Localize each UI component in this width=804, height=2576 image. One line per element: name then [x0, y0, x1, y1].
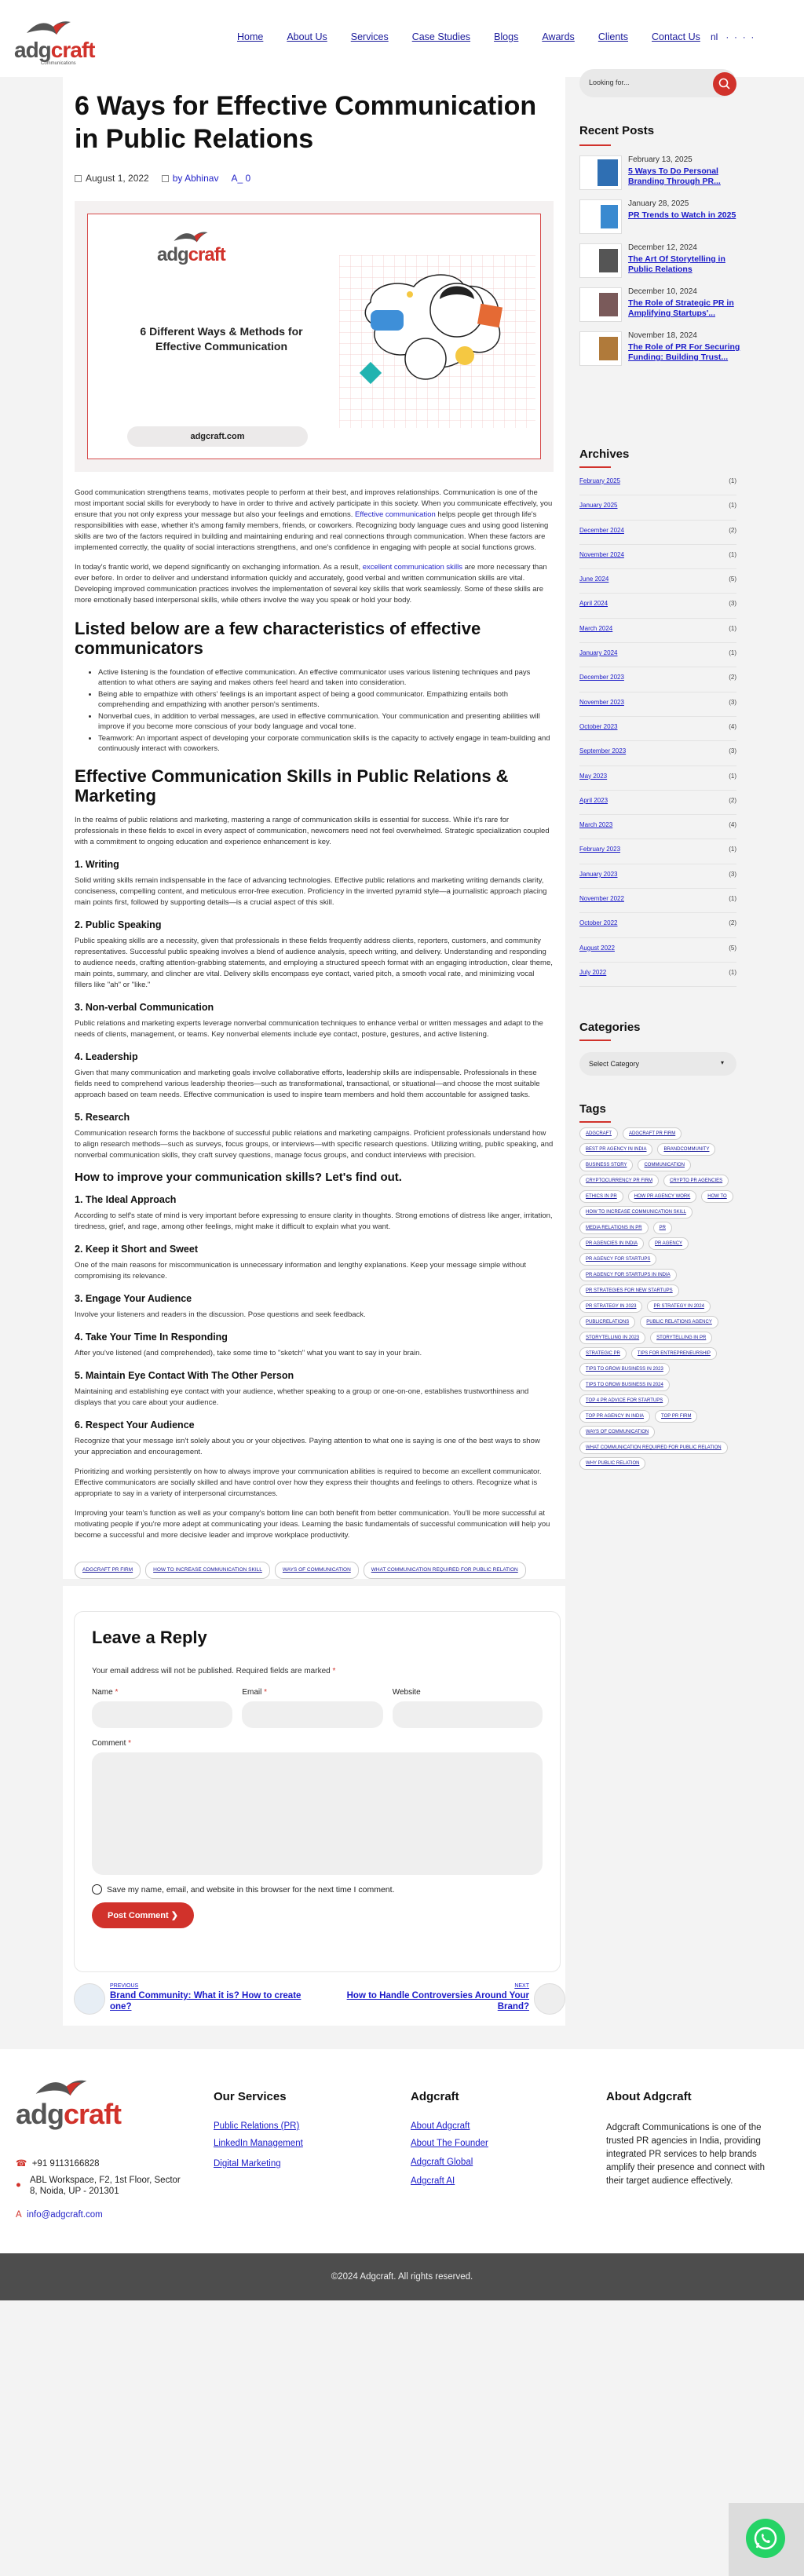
effective-communication-link[interactable]: Effective communication — [354, 510, 436, 519]
comment-form — [74, 1611, 561, 1972]
footer-email[interactable] — [16, 2210, 103, 2220]
tag-link[interactable]: PUBLICRELATIONS — [579, 1316, 635, 1328]
tag-link[interactable]: PR STRATEGY IN 2023 — [579, 1300, 642, 1313]
recent-post-date: December 10, 2024 — [628, 287, 697, 296]
archive-count: (1) — [729, 772, 736, 780]
recent-post-link[interactable]: The Art Of Storytelling in Public Relations — [628, 254, 725, 274]
hero-logo-text: adgcraft — [157, 244, 225, 265]
tag-link[interactable]: HOW TO INCREASE COMMUNICATION SKILL — [579, 1206, 693, 1219]
main-nav — [237, 31, 724, 42]
archive-row — [579, 839, 736, 864]
archive-link[interactable]: June 2024 — [579, 575, 609, 583]
tag-link[interactable]: HOW TO — [701, 1190, 733, 1203]
skill-text: Public relations and marketing experts leverage nonverbal communication techniques to enhance verbal or written messages and adapt to the needs of clients, management, or teams. Key nonverbal elements include eye contact, posture, gestures, and active listening. — [75, 1019, 543, 1039]
website-label: Website — [392, 1688, 421, 1697]
tag-link[interactable]: PR AGENCIES IN INDIA — [579, 1237, 644, 1250]
tip-text: Maintaining and establishing eye contact with your audience, whether speaking to a group or one-on-one, establishes trustworthiness and displays that you care about your audience. — [75, 1387, 529, 1407]
skill-text: Public speaking skills are a necessity, given that professionals in these fields frequently address clients, reporters, customers, and community representatives. Successful public speaking involves a blend of audience analysis, speech writing, and delivery. Understanding and responding to audience needs, crafting attention-grabbing statements, and employing a structured speech format with an engaging introduction, clear theme, main points, summary, and clincher are vital. Delivery skills encompass eye contact, varied pitch, a smooth vocal rate, and minimizing vocal fillers like "ah" or "like." — [75, 937, 553, 989]
tag-link[interactable]: STORYTELLING IN PR — [650, 1332, 712, 1344]
post-navigation — [74, 1972, 565, 2026]
recent-post-link[interactable]: The Role of Strategic PR in Amplifying Startups'... — [628, 298, 734, 318]
archive-row — [579, 791, 736, 815]
name-group — [92, 1688, 232, 1728]
archive-row — [579, 913, 736, 937]
list-item: • Being able to empathize with others' feelings is an important aspect of being a good communicator. Empathizing entails both comprehending and empathizing with another person's sentiments. — [98, 689, 554, 710]
logo-subtitle: Communications — [41, 61, 76, 66]
post-tags — [75, 1562, 554, 1579]
archive-count: (4) — [729, 821, 736, 829]
recent-post-link[interactable]: The Role of PR For Securing Funding: Building Trust... — [628, 342, 740, 362]
tip-heading: 5. Maintain Eye Contact With The Other Person — [75, 1370, 294, 1381]
archive-link[interactable]: November 2023 — [579, 698, 624, 706]
archives-list — [579, 471, 736, 987]
skill-text: Solid writing skills remain indispensable in the face of advancing technologies. Effective public relations and marketing writing demands clarity, conciseness, compelling content, and meticulous error-free execution. Proficiency in the inverted pyramid style—a journalistic approach placing main points first, followed by supporting details—is a crucial aspect of this skill. — [75, 876, 547, 907]
archive-link[interactable]: December 2024 — [579, 526, 624, 534]
nav-home[interactable]: Home — [237, 31, 264, 42]
archive-link[interactable]: February 2023 — [579, 846, 621, 853]
archive-count: (3) — [729, 698, 736, 706]
email-input[interactable] — [242, 1701, 382, 1728]
archive-row — [579, 741, 736, 765]
footer-adgcraft-link[interactable]: About The Founder — [411, 2139, 488, 2148]
comment-textarea[interactable] — [92, 1752, 543, 1875]
archive-row — [579, 471, 736, 495]
archive-count: (1) — [729, 968, 736, 976]
recent-post[interactable] — [579, 331, 744, 375]
archive-link[interactable]: November 2024 — [579, 550, 624, 558]
next-label[interactable]: NEXT — [514, 1983, 529, 1989]
post-date — [75, 173, 149, 184]
tag-link[interactable]: TIPS TO GROW BUSINESS IN 2024 — [579, 1379, 670, 1391]
archive-count: (4) — [729, 722, 736, 730]
archive-row — [579, 569, 736, 594]
hero-image — [75, 201, 554, 472]
post-tag[interactable]: WHAT COMMUNICATION REQUIRED FOR PUBLIC RELATION — [364, 1562, 526, 1579]
tip-text: According to self's state of mind is very important before expressing to ensure clarity in thoughts. Strong emotions of distress like anger, irritation, tiredness, grief, and rage, among other feelings, might make it difficult to explain what you want. — [75, 1211, 553, 1231]
tag-link[interactable]: STRATEGIC PR — [579, 1347, 627, 1360]
tag-link[interactable]: MEDIA RELATIONS IN PR — [579, 1222, 649, 1234]
heading-underline — [579, 1121, 611, 1123]
reply-note: Your email address will not be published. Required fields are marked * — [92, 1667, 336, 1675]
language-switcher[interactable] — [711, 31, 754, 42]
tag-link[interactable]: TOP PR AGENCY IN INDIA — [579, 1410, 650, 1423]
archive-link[interactable]: February 2025 — [579, 477, 621, 484]
location-icon: ● — [16, 2180, 21, 2190]
archive-count: (5) — [729, 944, 736, 952]
website-group — [393, 1688, 543, 1728]
footer-service-link[interactable]: LinkedIn Management — [214, 2139, 303, 2148]
nav-blogs[interactable]: Blogs — [494, 31, 519, 42]
chevron-down-icon: ▾ — [720, 1059, 724, 1066]
tag-link[interactable]: CRYPTOCURRENCY PR FIRM — [579, 1175, 659, 1187]
archive-link[interactable]: September 2023 — [579, 747, 627, 755]
post-content — [75, 488, 554, 1579]
footer-about-text: Adgcraft Communications is one of the trusted PR agencies in India, providing integrated PR services to help brands amplify their presence and connect with their target audience effectively. — [606, 2123, 765, 2186]
archive-row — [579, 521, 736, 545]
archive-count: (3) — [729, 747, 736, 755]
nav-about[interactable]: About Us — [287, 31, 327, 42]
footer-adgcraft-heading: Adgcraft — [411, 2090, 459, 2103]
search-button[interactable] — [713, 72, 736, 96]
tag-link[interactable]: WHAT COMMUNICATION REQUIRED FOR PUBLIC RELATION — [579, 1441, 728, 1454]
tip-text: Recognize that your message isn't solely about you or your objectives. Paying attention to what one is saying is one of the best ways to show your appreciation and encouragement. — [75, 1437, 540, 1456]
archive-count: (2) — [729, 796, 736, 804]
required-star: * — [115, 1688, 119, 1697]
tag-link[interactable]: BEST PR AGENCY IN INDIA — [579, 1143, 652, 1156]
nav-contact[interactable]: Contact Us — [652, 31, 700, 42]
tag-link[interactable]: ETHICS IN PR — [579, 1190, 623, 1203]
archive-link[interactable]: March 2024 — [579, 624, 613, 632]
whatsapp-icon — [746, 2519, 785, 2558]
archive-link[interactable]: March 2023 — [579, 821, 613, 829]
tip-heading: 6. Respect Your Audience — [75, 1420, 195, 1431]
archive-count: (2) — [729, 919, 736, 927]
whatsapp-widget — [729, 2503, 804, 2576]
footer-about-heading: About Adgcraft — [606, 2090, 692, 2103]
required-star: * — [264, 1688, 268, 1697]
post-author — [162, 173, 219, 184]
skill-heading: 3. Non-verbal Communication — [75, 1002, 214, 1013]
archive-count: (1) — [729, 895, 736, 903]
logo-text: adgcraft — [14, 38, 95, 62]
copyright-bar: ©2024 Adgcraft. All rights reserved. — [0, 2253, 804, 2300]
heading-characteristics: Listed below are a few characteristics of effective communicators — [75, 619, 481, 658]
tag-link[interactable]: CRYPTO PR AGENCIES — [663, 1175, 729, 1187]
archive-row — [579, 594, 736, 618]
tag-link[interactable]: ADGCRAFT — [579, 1127, 618, 1140]
nav-awards[interactable]: Awards — [542, 31, 575, 42]
footer-service-link[interactable]: Public Relations (PR) — [214, 2121, 300, 2131]
site-logo[interactable] — [14, 19, 95, 66]
archive-count: (1) — [729, 624, 736, 632]
tag-link[interactable]: PUBLIC RELATIONS AGENCY — [640, 1316, 718, 1328]
search-placeholder: Looking for... — [589, 79, 630, 86]
tag-link[interactable]: PR STRATEGY IN 2024 — [647, 1300, 710, 1313]
archive-link[interactable]: December 2023 — [579, 674, 624, 681]
post-tag[interactable]: HOW TO INCREASE COMMUNICATION SKILL — [145, 1562, 270, 1579]
prev-label[interactable]: PREVIOUS — [110, 1983, 139, 1989]
archive-count: (1) — [729, 550, 736, 558]
tag-link[interactable]: WAYS OF COMMUNICATION — [579, 1426, 655, 1438]
post-thumbnail[interactable] — [579, 243, 622, 278]
heading-skills: Effective Communication Skills in Public Relations & Marketing — [75, 766, 509, 806]
nav-clients[interactable]: Clients — [598, 31, 629, 42]
post-comments[interactable] — [231, 173, 250, 184]
tag-cloud — [579, 1127, 736, 1470]
name-input[interactable] — [92, 1701, 232, 1728]
footer-address — [16, 2175, 181, 2197]
tag-link[interactable]: WHY PUBLIC RELATION — [579, 1457, 645, 1470]
tag-link[interactable]: PR STRATEGIES FOR NEW STARTUPS — [579, 1284, 679, 1297]
archive-link[interactable]: October 2023 — [579, 722, 618, 730]
prev-thumb-icon[interactable] — [74, 1983, 105, 2015]
tag-link[interactable]: PR AGENCY FOR STARTUPS — [579, 1253, 656, 1266]
archive-link[interactable]: January 2025 — [579, 502, 618, 510]
tag-link[interactable]: PR — [653, 1222, 672, 1234]
tag-link[interactable]: BRANDCOMMUNITY — [657, 1143, 715, 1156]
address-line: 8, Noida, UP - 201301 — [30, 2187, 119, 2196]
recent-post-link[interactable]: PR Trends to Watch in 2025 — [628, 210, 736, 220]
recent-post-date: February 13, 2025 — [628, 155, 693, 164]
tag-link[interactable]: TOP 4 PR ADVICE FOR STARTUPS — [579, 1394, 669, 1407]
archive-row — [579, 815, 736, 839]
tags-heading: Tags — [579, 1102, 606, 1116]
required-star: * — [332, 1667, 336, 1675]
tip-text: After you've listened (and comprehended), take some time to "sketch" what you want to say in your brain. — [75, 1349, 422, 1357]
phone-icon: ☎ — [16, 2159, 27, 2169]
recent-posts-heading: Recent Posts — [579, 124, 655, 137]
recent-post[interactable] — [579, 243, 744, 287]
archive-count: (1) — [729, 649, 736, 657]
footer-logo-text: adgcraft — [16, 2098, 122, 2130]
tag-link[interactable]: TOP PR FIRM — [655, 1410, 697, 1423]
recent-posts-list — [579, 155, 744, 375]
archive-row — [579, 545, 736, 569]
list-item: • Nonverbal cues, in addition to verbal messages, are used in effective communication. Your communication and presenting abilities will improve if you become more conscious of your body language and vocal tone. — [98, 711, 554, 732]
archive-link[interactable]: January 2023 — [579, 870, 618, 878]
tip-heading: 3. Engage Your Audience — [75, 1293, 192, 1304]
archive-link[interactable]: April 2024 — [579, 600, 608, 608]
heading-underline — [579, 1040, 611, 1041]
archive-row — [579, 889, 736, 913]
next-post-link[interactable]: How to Handle Controversies Around Your Brand? — [346, 1991, 529, 2011]
comment-count[interactable]: 0 — [245, 173, 251, 184]
heading-underline — [579, 466, 611, 468]
footer-phone[interactable]: ☎ +91 9113166828 — [16, 2159, 100, 2169]
closing-paragraph-2: Improving your team's function as well as your company's bottom line can both benefit from better communication. You'll be more successful at motivating people if you're more adept at communicating your ideas. Learning the basic fundamentals of successful communication will help you become a successful and more decisive leader and improve workplace productivity. — [75, 1509, 550, 1540]
skill-heading: 1. Writing — [75, 859, 119, 870]
save-info-row — [92, 1884, 543, 1895]
archive-link[interactable]: January 2024 — [579, 649, 618, 657]
prev-post-link[interactable]: Brand Community: What it is? How to create one? — [110, 1991, 302, 2011]
archive-count: (2) — [729, 674, 736, 681]
recent-post-date: January 28, 2025 — [628, 199, 689, 208]
archive-row — [579, 717, 736, 741]
reply-title: Leave a Reply — [92, 1628, 207, 1647]
archive-count: (5) — [729, 575, 736, 583]
tag-link[interactable]: BUSINESS STORY — [579, 1159, 633, 1171]
skill-heading: 2. Public Speaking — [75, 919, 162, 930]
archive-row — [579, 667, 736, 692]
save-info-checkbox[interactable] — [92, 1884, 102, 1895]
mail-icon: A — [16, 2210, 22, 2220]
archive-row — [579, 619, 736, 643]
bird-logo-icon — [25, 19, 72, 39]
skill-heading: 4. Leadership — [75, 1051, 138, 1062]
tag-link[interactable]: COMMUNICATION — [638, 1159, 691, 1171]
post-date-text: August 1, 2022 — [86, 173, 149, 184]
user-icon — [162, 175, 169, 182]
tag-link[interactable]: HOW PR AGENCY WORK — [628, 1190, 697, 1203]
language-code[interactable]: nl — [711, 31, 718, 42]
language-flags[interactable]: · · · · — [725, 31, 755, 42]
archive-count: (2) — [729, 526, 736, 534]
archive-count: (1) — [729, 477, 736, 484]
nav-services[interactable]: Services — [350, 31, 389, 42]
footer-adgcraft-link[interactable]: Adgcraft AI — [411, 2176, 455, 2186]
archive-count: (3) — [729, 870, 736, 878]
search-icon — [713, 72, 736, 96]
tag-link[interactable]: TIPS FOR ENTREPRENEURSHIP — [631, 1347, 717, 1360]
characteristics-list — [98, 667, 554, 754]
footer-adgcraft-link[interactable]: Adgcraft Global — [411, 2158, 473, 2167]
hero-frame — [87, 214, 541, 459]
email-group — [242, 1688, 382, 1728]
author-link[interactable]: by Abhinav — [172, 173, 219, 184]
name-label: Name * — [92, 1688, 119, 1697]
communication-skills-link[interactable]: excellent communication skills — [362, 563, 462, 572]
post-thumbnail[interactable] — [579, 287, 622, 322]
comment-icon[interactable]: A_ — [231, 173, 243, 184]
tag-link[interactable]: ADGCRAFT PR FIRM — [623, 1127, 682, 1140]
list-item: • Teamwork: An important aspect of developing your corporate communication skills is the capacity to actively engage in team-building and continuously interact with coworkers. — [98, 733, 554, 754]
archive-row — [579, 766, 736, 791]
skill-text: Given that many communication and marketing goals involve collaborative efforts, leadership skills are indispensable. Professionals in these fields need to comprehend various leadership theories—such as transformational, transactional, or situational—and choose the most suitable approach based on team needs. Effective communication is used to inspire team members and hold them accountable for assigned tasks. — [75, 1069, 540, 1099]
heading-improve: How to improve your communication skills? Let's find out. — [75, 1171, 402, 1184]
recent-post[interactable] — [579, 287, 744, 331]
skills-intro: In the realms of public relations and marketing, mastering a range of communication skills is essential for success. While it's rare for professionals in these fields to excel in every aspect of communication, newcomers need not feel overwhelmed. Strategic specialization coupled with a commitment to ongoing education and experience enhancement is key. — [75, 816, 550, 846]
footer-adgcraft-link[interactable]: About Adgcraft — [411, 2121, 470, 2131]
category-select[interactable]: Select Category ▾ — [579, 1052, 736, 1076]
communication-illustration-icon — [339, 255, 535, 428]
tip-heading: 2. Keep it Short and Sweet — [75, 1244, 198, 1255]
hero-logo — [157, 241, 225, 266]
next-thumb-icon[interactable] — [534, 1983, 565, 2015]
post-tag[interactable]: ADGCRAFT PR FIRM — [75, 1562, 141, 1579]
save-info-label: Save my name, email, and website in this browser for the next time I comment. — [107, 1884, 395, 1895]
post-meta — [75, 173, 554, 184]
intro-paragraph-2: In today's frantic world, we depend significantly on exchanging information. As a result, excellent communication skills are more necessary than ever before. In order to deliver and understand information quickly and accurately, good verbal and written communication skills are vital. Developing improved communication practices involves the implementation of several key skills that work seamlessly. Some of these skills are more emotionally based interpersonal skills, while others involve the way you speak or hold your body. — [75, 563, 547, 605]
tip-heading: 4. Take Your Time In Responding — [75, 1332, 228, 1343]
skill-heading: 5. Research — [75, 1112, 130, 1123]
tag-link[interactable]: PR AGENCY FOR STARTUPS IN INDIA — [579, 1269, 677, 1281]
archive-link[interactable]: October 2022 — [579, 919, 618, 927]
search-input[interactable] — [579, 69, 736, 97]
archive-count: (3) — [729, 600, 736, 608]
archive-link[interactable]: April 2023 — [579, 796, 608, 804]
footer-email-link[interactable]: info@adgcraft.com — [27, 2210, 103, 2220]
hero-bird-icon — [171, 230, 210, 246]
footer-services-heading: Our Services — [214, 2090, 287, 2103]
categories-heading: Categories — [579, 1021, 641, 1034]
recent-post-date: December 12, 2024 — [628, 243, 697, 252]
comment-label: Comment * — [92, 1739, 132, 1748]
post-thumbnail[interactable] — [579, 155, 622, 190]
tip-text: One of the main reasons for miscommunication is unnecessary information and lengthy explanations. Keep your message simple without compromising its relevance. — [75, 1261, 527, 1281]
calendar-icon — [75, 175, 82, 182]
recent-post[interactable] — [579, 199, 744, 243]
recent-post-date: November 18, 2024 — [628, 331, 697, 340]
footer-logo[interactable] — [16, 2077, 122, 2134]
archive-count: (1) — [729, 502, 736, 510]
site-footer — [0, 2049, 804, 2253]
comment-fields-row — [92, 1688, 543, 1728]
archive-row — [579, 495, 736, 520]
intro-paragraph-1: Good communication strengthens teams, motivates people to perform at their best, and improves relationships. Communication is one of the most important social skills for everybody to have in order to thrive and actively participate in this society. When you communicate effectively, you ensure that you not only express your message but also your feelings and emotions. Effective communication helps people get through life's responsibilities with ease, whether it's among family members, friends, or coworkers. Recognizing body language cues and using good listening skills are two of the factors required in building and maintaining enduring and real connections through communication. When these factors are implemented correctly, the quality of social interactions strengthens, and one's confidence in engaging with people at social functions grows. — [75, 488, 553, 552]
whatsapp-button[interactable] — [746, 2519, 785, 2558]
tag-link[interactable]: TIPS TO GROW BUSINESS IN 2023 — [579, 1363, 670, 1376]
hero-heading: 6 Different Ways & Methods for Effective Communication — [140, 325, 303, 353]
list-item: • Active listening is the foundation of effective communication. An effective communicator uses various listening techniques and pays attention to what others are saying and makes others feel heard and taken into consideration. — [98, 667, 554, 688]
archive-row — [579, 864, 736, 889]
required-star: * — [128, 1739, 132, 1748]
tag-link[interactable]: PR AGENCY — [649, 1237, 689, 1250]
archive-link[interactable]: May 2023 — [579, 772, 608, 780]
post-title: 6 Ways for Effective Communication in Public Relations — [75, 91, 537, 154]
post-comment-button[interactable]: Post Comment ❯ — [92, 1902, 194, 1928]
address-line: ABL Workspace, F2, 1st Floor, Sector — [30, 2176, 181, 2185]
post-thumbnail[interactable] — [579, 199, 622, 234]
archive-link[interactable]: November 2022 — [579, 895, 624, 903]
archive-row — [579, 963, 736, 987]
skill-text: Communication research forms the backbone of successful public relations and marketing campaigns. Proficient professionals understand how to align research methods—such as surveys, focus groups, or interviews—with specific research questions. Utilizing writing, public speaking, and nonverbal communication skills, they craft survey questions, manage focus groups, and conduct interviews with precision. — [75, 1129, 554, 1160]
post-thumbnail[interactable] — [579, 331, 622, 366]
recent-post-link[interactable]: 5 Ways To Do Personal Branding Through PR... — [628, 166, 721, 186]
arrow-right-icon: ❯ — [170, 1911, 178, 1920]
post-tag[interactable]: WAYS OF COMMUNICATION — [275, 1562, 359, 1579]
site-header — [0, 0, 804, 77]
footer-service-link[interactable]: Digital Marketing — [214, 2159, 281, 2169]
recent-post[interactable] — [579, 155, 744, 199]
archive-count: (1) — [729, 846, 736, 853]
tag-link[interactable]: STORYTELLING IN 2023 — [579, 1332, 645, 1344]
archive-link[interactable]: August 2022 — [579, 944, 615, 952]
tip-heading: 1. The Ideal Approach — [75, 1194, 177, 1205]
tip-text: Involve your listeners and readers in the discussion. Pose questions and seek feedback. — [75, 1310, 366, 1319]
heading-underline — [579, 144, 611, 146]
closing-paragraph-1: Prioritizing and working persistently on how to always improve your communication abilities is required to become an excellent communicator. Effective communicators are socially skilled and have control over how they express their thoughts and feelings to others. Recognize what is appropriate to say in a variety of interpersonal circumstances. — [75, 1467, 542, 1498]
archive-row — [579, 692, 736, 717]
website-input[interactable] — [393, 1701, 543, 1728]
hero-site-pill: adgcraft.com — [127, 426, 308, 447]
nav-case-studies[interactable]: Case Studies — [411, 31, 471, 42]
email-label: Email * — [242, 1688, 268, 1697]
archive-row — [579, 938, 736, 963]
archive-link[interactable]: July 2022 — [579, 968, 607, 976]
archives-heading: Archives — [579, 448, 630, 461]
article — [63, 77, 565, 1579]
archive-row — [579, 643, 736, 667]
